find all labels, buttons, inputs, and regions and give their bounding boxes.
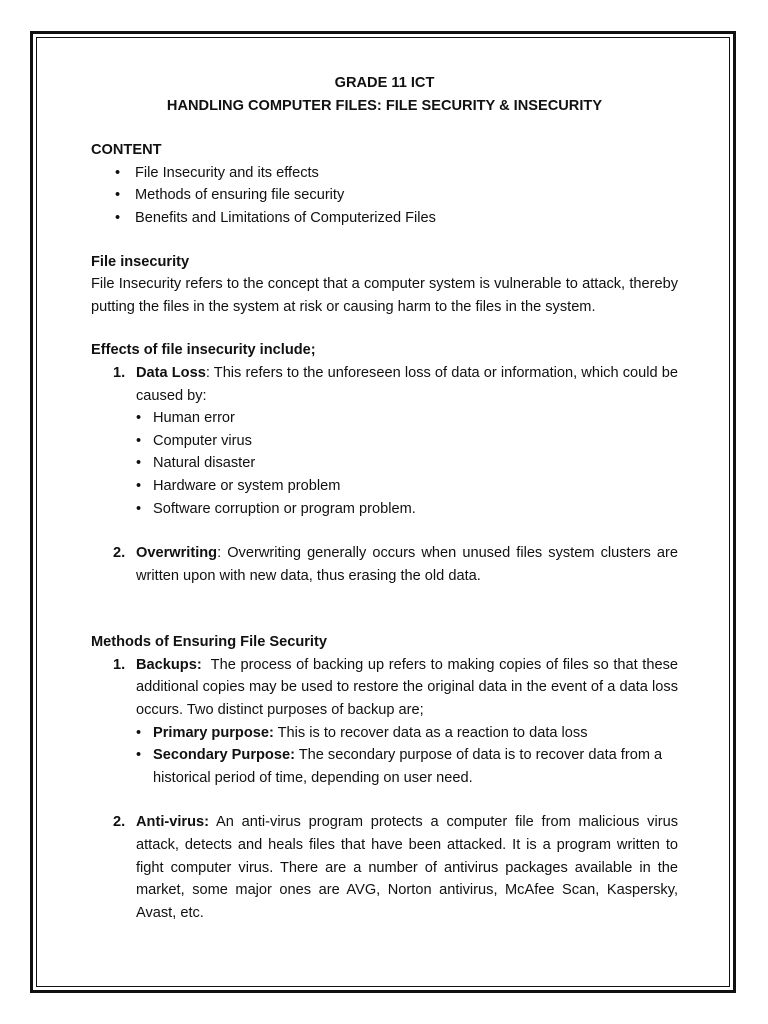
list-item: • Hardware or system problem <box>136 475 678 498</box>
list-item: • Computer virus <box>136 430 678 453</box>
document-title-grade: GRADE 11 ICT <box>334 75 435 91</box>
effects-list <box>91 362 678 587</box>
method-item-backups: 1. Backups: The process of backing up refers to making copies of files so that these additional copies may be used to restore the original data in the event of a data loss occurs. Two distinct purposes of backup are; • Primary purpose: This is to recover data as a reaction to data loss • Secondary Purpose: The secondary purpose of data is to recover data from a historical period of time, depending on user need. <box>91 654 678 812</box>
bullet-icon: • <box>136 747 142 764</box>
effect-item-overwriting: 2. Overwriting: Overwriting generally occurs when unused files system clusters are written upon with new data, thus erasing the old data. <box>91 542 678 587</box>
effect-item-data-loss: 1. Data Loss: This refers to the unforeseen loss of data or information, which could be caused by: • Human error • Computer virus • Natural disaster • Hardware or system problem • Software corruption or program problem. <box>91 362 678 542</box>
content-list <box>91 162 678 230</box>
document-body <box>91 72 683 924</box>
file-insecurity-definition: File Insecurity refers to the concept that a computer system is vulnerable to attack, thereby putting the files in the system at risk or causing harm to the files in the system. <box>91 276 678 315</box>
bullet-icon: • <box>136 477 142 494</box>
bullet-icon: • <box>115 187 121 204</box>
bullet-icon: • <box>115 164 121 181</box>
bullet-icon: • <box>115 209 121 226</box>
content-heading: CONTENT <box>91 142 162 159</box>
list-item: • Natural disaster <box>136 452 678 475</box>
document-title-topic: HANDLING COMPUTER FILES: FILE SECURITY & INSECURITY <box>166 97 603 114</box>
term-data-loss: Data Loss <box>136 364 206 381</box>
term-overwriting: Overwriting <box>136 545 218 562</box>
list-item: • Primary purpose: This is to recover data as a reaction to data loss <box>136 722 678 745</box>
list-item: • Software corruption or program problem. <box>136 498 678 521</box>
data-loss-causes <box>136 407 678 520</box>
item-number: 2. <box>113 545 126 562</box>
list-item: • File Insecurity and its effects <box>91 162 678 185</box>
bullet-icon: • <box>136 432 142 449</box>
item-number: 1. <box>113 656 126 673</box>
list-item: • Methods of ensuring file security <box>91 184 678 207</box>
effects-heading: Effects of file insecurity include; <box>91 342 316 359</box>
backup-purposes <box>136 722 678 790</box>
method-item-anti-virus: 2. Anti-virus: An anti-virus program protects a computer file from malicious virus attack, detects and heals files that have been attacked. It is a program written to fight computer virus. There are a number of antivirus packages available in the market, some major ones are AVG, Norton antivirus, McAfee Scan, Kaspersky, Avast, etc. <box>91 811 678 924</box>
bullet-icon: • <box>136 500 142 517</box>
item-number: 1. <box>113 364 126 381</box>
bullet-icon: • <box>136 410 142 427</box>
methods-list <box>91 654 683 925</box>
list-item: • Human error <box>136 407 678 430</box>
methods-heading: Methods of Ensuring File Security <box>91 634 327 651</box>
term-backups: Backups: <box>136 656 202 673</box>
bullet-icon: • <box>136 455 142 472</box>
file-insecurity-heading: File insecurity <box>91 253 190 270</box>
list-item: • Secondary Purpose: The secondary purpose of data is to recover data from a historical period of time, depending on user need. <box>136 744 678 789</box>
list-item: • Benefits and Limitations of Computerized Files <box>91 207 678 230</box>
bullet-icon: • <box>136 724 142 741</box>
term-anti-virus: Anti-virus: <box>136 814 209 831</box>
item-number: 2. <box>113 814 126 831</box>
